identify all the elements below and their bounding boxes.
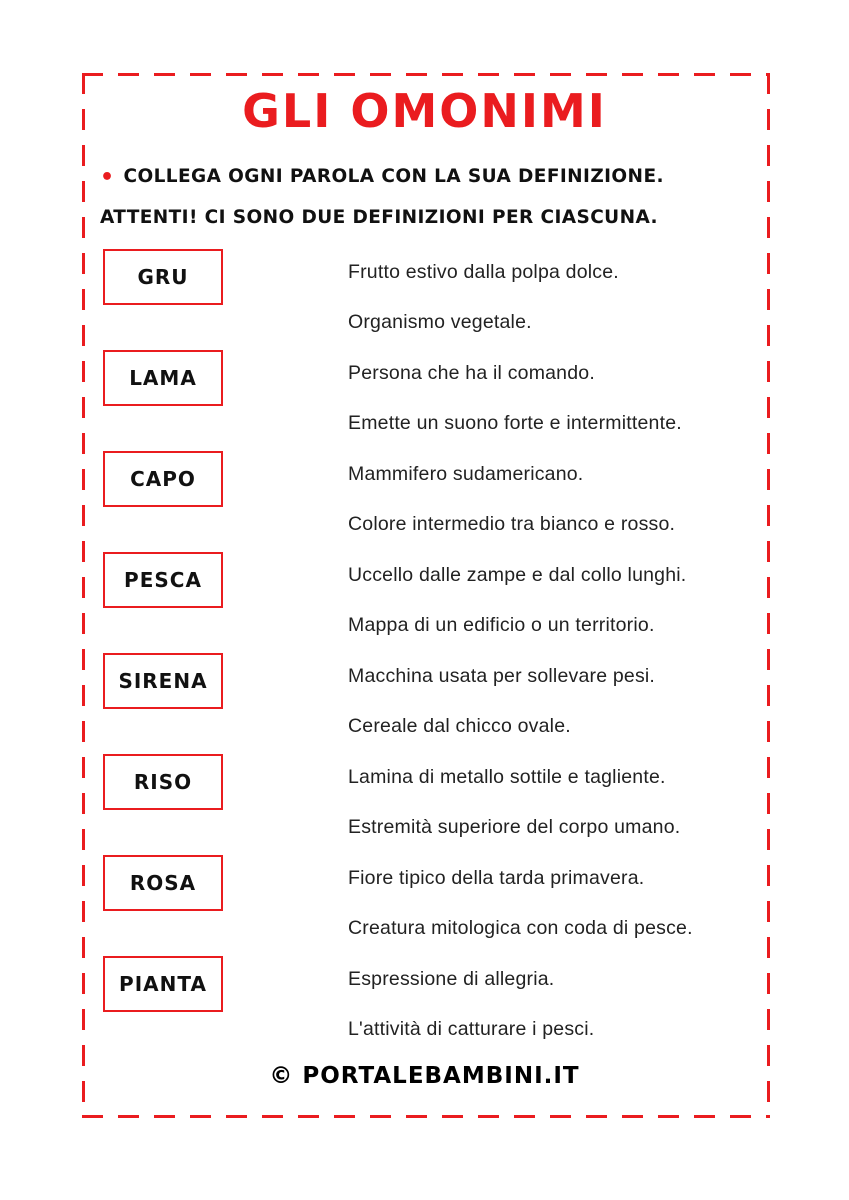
exercise-row (103, 651, 768, 752)
definitions-group (348, 348, 768, 449)
instruction-text-2: ATTENTI! CI SONO DUE DEFINIZIONI PER CIASCUNA. (100, 207, 658, 228)
word-card (103, 350, 223, 406)
instructions (100, 157, 749, 238)
word-card (103, 956, 223, 1012)
definition-text: Mammifero sudamericano. (348, 462, 584, 485)
definition-text: Espressione di allegria. (348, 967, 555, 990)
word-label: ROSA (129, 871, 197, 895)
exercise-row (103, 348, 768, 449)
definitions-group (348, 651, 768, 752)
exercise-row (103, 247, 768, 348)
word-card (103, 552, 223, 608)
page-title: GLI OMONIMI (242, 84, 607, 138)
definition-text: Persona che ha il comando. (348, 361, 595, 384)
word-card (103, 249, 223, 305)
definition-text: Creatura mitologica con coda di pesce. (348, 917, 693, 940)
definitions-group (348, 853, 768, 954)
exercise-row (103, 449, 768, 550)
word-label: CAPO (130, 467, 196, 491)
exercise-row (103, 752, 768, 853)
definitions-group (348, 247, 768, 348)
definition-text: Fiore tipico della tarda primavera. (348, 866, 645, 889)
definition-text: Organismo vegetale. (348, 311, 532, 334)
bullet-icon: • (100, 165, 115, 190)
definitions-group (348, 954, 768, 1055)
exercise-row (103, 853, 768, 954)
instruction-line-2 (100, 198, 749, 238)
copyright-footer: © PORTALEBAMBINI.IT (269, 1063, 580, 1089)
definition-text: L'attività di catturare i pesci. (348, 1018, 595, 1041)
word-card (103, 754, 223, 810)
definition-text: Estremità superiore del corpo umano. (348, 816, 681, 839)
definition-text: Mappa di un edificio o un territorio. (348, 614, 655, 637)
definition-text: Emette un suono forte e intermittente. (348, 412, 682, 435)
exercise-rows (103, 247, 768, 1055)
definition-text: Colore intermedio tra bianco e rosso. (348, 513, 676, 536)
word-label: RISO (133, 770, 193, 794)
word-label: PIANTA (119, 972, 207, 996)
word-label: GRU (137, 265, 189, 289)
definition-text: Cereale dal chicco ovale. (348, 715, 571, 738)
definition-text: Macchina usata per sollevare pesi. (348, 664, 656, 687)
definitions-group (348, 550, 768, 651)
instruction-line-1 (100, 157, 749, 198)
definitions-group (348, 752, 768, 853)
instruction-text-1: COLLEGA OGNI PAROLA CON LA SUA DEFINIZIONE. (123, 166, 664, 187)
definitions-group (348, 449, 768, 550)
dashed-border-left (82, 73, 85, 1118)
dashed-border-top (82, 73, 770, 76)
dashed-border-bottom (82, 1115, 770, 1118)
word-card (103, 653, 223, 709)
exercise-row (103, 954, 768, 1055)
word-label: LAMA (129, 366, 197, 390)
word-card (103, 451, 223, 507)
definition-text: Lamina di metallo sottile e tagliente. (348, 765, 666, 788)
word-card (103, 855, 223, 911)
definition-text: Uccello dalle zampe e dal collo lunghi. (348, 563, 687, 586)
exercise-row (103, 550, 768, 651)
word-label: PESCA (124, 568, 202, 592)
word-label: SIRENA (118, 669, 208, 693)
definition-text: Frutto estivo dalla polpa dolce. (348, 260, 619, 283)
